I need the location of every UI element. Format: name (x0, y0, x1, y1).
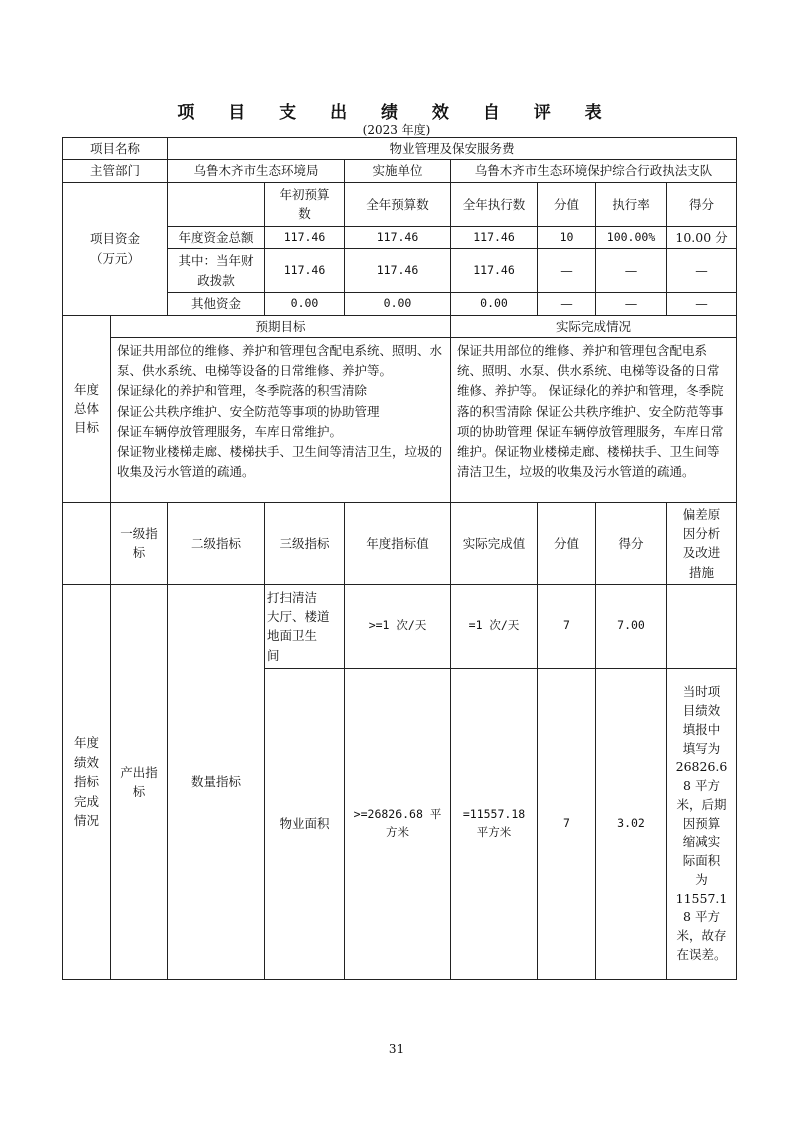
goal-line: 保证车辆停放管理服务，车库日常维护。 (117, 423, 343, 439)
funds-row-label: 其他资金 (168, 293, 265, 315)
indicator-header-target: 年度指标值 (345, 502, 451, 584)
funds-header-row (63, 182, 737, 226)
funds-cell: 10 (538, 226, 596, 248)
project-name-value: 物业管理及保安服务费 (168, 138, 737, 160)
funds-cell: 117.46 (345, 226, 451, 248)
indicator-level2: 数量指标 (168, 584, 265, 979)
funds-header-weight: 分值 (538, 182, 596, 226)
performance-table (62, 137, 737, 980)
indicator-target: >=1 次/天 (345, 584, 451, 668)
indicator-target: >=26826.68 平 方米 (345, 668, 451, 979)
indicator-header-score: 得分 (596, 502, 667, 584)
indicators-header-row (63, 502, 737, 584)
indicator-weight: 7 (538, 668, 596, 979)
funds-row-label: 其中：当年财 政拨款 (168, 249, 265, 293)
goals-expected-content (111, 337, 451, 502)
indicator-header-level3: 三级指标 (265, 502, 345, 584)
goal-line: 保证公共秩序维护、安全防范等事项的协助管理 (117, 403, 380, 419)
goals-expected-header: 预期目标 (111, 315, 451, 337)
funds-cell: 117.46 (265, 249, 345, 293)
goals-label: 年度 总体 目标 (63, 315, 111, 502)
funds-cell: — (667, 293, 737, 315)
funds-header-executed: 全年执行数 (451, 182, 538, 226)
funds-cell: — (596, 293, 667, 315)
impl-unit-label: 实施单位 (345, 160, 451, 182)
department-value: 乌鲁木齐市生态环境局 (168, 160, 345, 182)
indicator-weight: 7 (538, 584, 596, 668)
indicators-section-label: 年度 绩效 指标 完成 情况 (63, 584, 111, 979)
indicators-header-blank (63, 502, 111, 584)
funds-cell: 10.00 分 (667, 226, 737, 248)
funds-cell: — (538, 293, 596, 315)
funds-cell: 117.46 (451, 249, 538, 293)
funds-header-annual-budget: 全年预算数 (345, 182, 451, 226)
funds-row-label: 年度资金总额 (168, 226, 265, 248)
indicator-header-level2: 二级指标 (168, 502, 265, 584)
funds-cell: 117.46 (451, 226, 538, 248)
project-name-label: 项目名称 (63, 138, 168, 160)
department-row (63, 160, 737, 182)
indicator-header-level1: 一级指 标 (111, 502, 168, 584)
funds-header-exec-rate: 执行率 (596, 182, 667, 226)
funds-label: 项目资金 （万元） (63, 182, 168, 315)
indicator-analysis: 当时项 目绩效 填报中 填写为 26826.6 8 平方 米，后期 因预算 缩减实 际面积 为 11557.1 8 平方 米，故存 在误差。 (667, 668, 737, 979)
funds-header-initial-budget: 年初预算 数 (265, 182, 345, 226)
funds-cell: 117.46 (265, 226, 345, 248)
indicator-level1: 产出指 标 (111, 584, 168, 979)
department-label: 主管部门 (63, 160, 168, 182)
project-name-row (63, 138, 737, 160)
indicator-header-weight: 分值 (538, 502, 596, 584)
indicator-actual: =11557.18 平方米 (451, 668, 538, 979)
funds-cell: — (538, 249, 596, 293)
funds-cell: 0.00 (265, 293, 345, 315)
funds-header-score: 得分 (667, 182, 737, 226)
goals-actual-content: 保证共用部位的维修、养护和管理包含配电系统、照明、水泵、供水系统、电梯等设备的日常维修、养护等。 保证绿化的养护和管理，冬季院落的积雪清除 保证公共秩序维护、安全防范等事项的协助管理 保证车辆停放管理服务，车库日常维护。保证物业楼梯走廊、楼梯扶手、卫生间等清洁卫生，垃圾的收集及污水管道的疏通。 (451, 337, 737, 502)
indicator-header-analysis: 偏差原 因分析 及改进 措施 (667, 502, 737, 584)
goal-line: 保证物业楼梯走廊、楼梯扶手、卫生间等清洁卫生，垃圾的收集及污水管道的疏通。 (117, 444, 443, 480)
indicator-row (63, 584, 737, 668)
goals-header-row (63, 315, 737, 337)
indicator-score: 3.02 (596, 668, 667, 979)
indicator-analysis (667, 584, 737, 668)
funds-header-blank (168, 182, 265, 226)
goals-content-row (63, 337, 737, 502)
indicator-score: 7.00 (596, 584, 667, 668)
impl-unit-value: 乌鲁木齐市生态环境保护综合行政执法支队 (451, 160, 737, 182)
funds-cell: — (596, 249, 667, 293)
funds-cell: 100.00% (596, 226, 667, 248)
funds-cell: 0.00 (451, 293, 538, 315)
funds-cell: — (667, 249, 737, 293)
goal-line: 保证绿化的养护和管理，冬季院落的积雪清除 (117, 383, 368, 399)
indicator-actual: =1 次/天 (451, 584, 538, 668)
indicator-level3: 物业面积 (265, 668, 345, 979)
indicator-level3: 打扫清洁 大厅、楼道 地面卫生 间 (265, 584, 345, 668)
funds-cell: 0.00 (345, 293, 451, 315)
goals-actual-header: 实际完成情况 (451, 315, 737, 337)
report-year: (2023 年度) (362, 123, 431, 137)
funds-cell: 117.46 (345, 249, 451, 293)
page-title: 项 目 支 出 绩 效 自 评 表 (177, 103, 616, 123)
goal-line: 保证共用部位的维修、养护和管理包含配电系统、照明、水泵、供水系统、电梯等设备的日常维修、养护等。 (117, 342, 443, 379)
indicator-header-actual: 实际完成值 (451, 502, 538, 584)
page-number: 31 (388, 1042, 405, 1056)
